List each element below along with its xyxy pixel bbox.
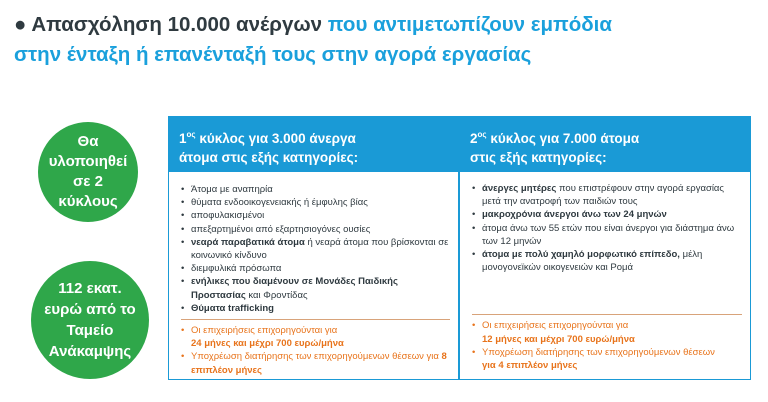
divider xyxy=(181,319,450,320)
cycles-circle xyxy=(38,122,138,222)
cycle1-title: κύκλος για 3.000 άνεργα xyxy=(195,131,356,146)
cycle1-ordinal: 1 xyxy=(179,131,187,146)
list-item: • άνεργες μητέρες που επιστρέφουν στην αγορά εργασίας μετά την ανατροφή των παιδιών τους xyxy=(472,182,742,208)
cycle2-ordinal-sup: ος xyxy=(477,130,487,139)
circle-line: σε 2 xyxy=(73,173,103,190)
list-item: • Θύματα trafficking xyxy=(181,302,450,315)
headline-blue-text-line2: στην ένταξη ή επανένταξή τους στην αγορά εργασίας xyxy=(14,43,532,66)
cycle1-header xyxy=(169,117,458,172)
circle-line: ευρώ από το xyxy=(44,301,136,318)
list-item: • μακροχρόνια άνεργοι άνω των 24 μηνών xyxy=(472,208,742,221)
cycle2-header xyxy=(460,117,750,172)
headline-dark-text: Απασχόληση 10.000 ανέργων xyxy=(31,13,323,36)
list-item: • άτομα άνω των 55 ετών που είναι άνεργοι για διάστημα άνω των 12 μηνών xyxy=(472,222,742,248)
list-item: • διεμφυλικά πρόσωπα xyxy=(181,262,450,275)
cycle1-ordinal-sup: ος xyxy=(186,130,196,139)
headline xyxy=(14,10,754,70)
cycle2-category-list xyxy=(472,182,742,274)
list-item: • νεαρά παραβατικά άτομα ή νεαρά άτομα που βρίσκονται σε κοινωνικό κίνδυνο xyxy=(181,236,450,262)
cycle1-title-line2: άτομα στις εξής κατηγορίες: xyxy=(179,150,359,165)
headline-bullet: ● xyxy=(14,13,27,36)
cycle2-conditions xyxy=(472,319,742,372)
circle-line: Ταμείο xyxy=(66,322,114,339)
circle-line: Θα xyxy=(77,133,99,150)
divider xyxy=(472,314,742,315)
cycle2-title-line2: στις εξής κατηγορίες: xyxy=(470,150,607,165)
cycle1-category-list xyxy=(181,183,450,315)
cycle1-panel xyxy=(168,116,459,380)
list-item: • απεξαρτημένοι από εξαρτησιογόνες ουσίες xyxy=(181,223,450,236)
condition-item: • Υποχρέωση διατήρησης των επιχορηγούμενων θέσεων για 8 επιπλέον μήνες xyxy=(181,350,450,376)
list-item: • άτομα με πολύ χαμηλό μορφωτικό επίπεδο, μέλη μονογονεϊκών οικογενειών και Ρομά xyxy=(472,248,742,274)
condition-item: • Οι επιχειρήσεις επιχορηγούνται για 24 μήνες και μέχρι 700 ευρώ/μήνα xyxy=(181,324,450,350)
cycle1-conditions xyxy=(181,324,450,377)
cycle2-title: κύκλος για 7.000 άτομα xyxy=(486,131,640,146)
headline-blue-text: που αντιμετωπίζουν εμπόδια xyxy=(327,13,612,36)
circle-line: 112 εκατ. xyxy=(58,280,122,297)
cycle2-ordinal: 2 xyxy=(470,131,478,146)
condition-item: • Υποχρέωση διατήρησης των επιχορηγούμενων θέσεων για 4 επιπλέον μήνες xyxy=(472,346,742,372)
list-item: • θύματα ενδοοικογενειακής ή έμφυλης βίας xyxy=(181,196,450,209)
list-item: • ενήλικες που διαμένουν σε Μονάδες Παιδικής Προστασίας και Φροντίδας xyxy=(181,275,450,301)
circle-line: κύκλους xyxy=(58,193,118,210)
circle-line: Ανάκαμψης xyxy=(48,343,132,360)
cycle2-panel xyxy=(459,116,751,380)
circle-line: υλοποιηθεί xyxy=(48,153,128,170)
list-item: • αποφυλακισμένοι xyxy=(181,209,450,222)
funding-circle xyxy=(31,261,149,379)
list-item: • Άτομα με αναπηρία xyxy=(181,183,450,196)
condition-item: • Οι επιχειρήσεις επιχορηγούνται για 12 μήνες και μέχρι 700 ευρώ/μήνα xyxy=(472,319,742,345)
